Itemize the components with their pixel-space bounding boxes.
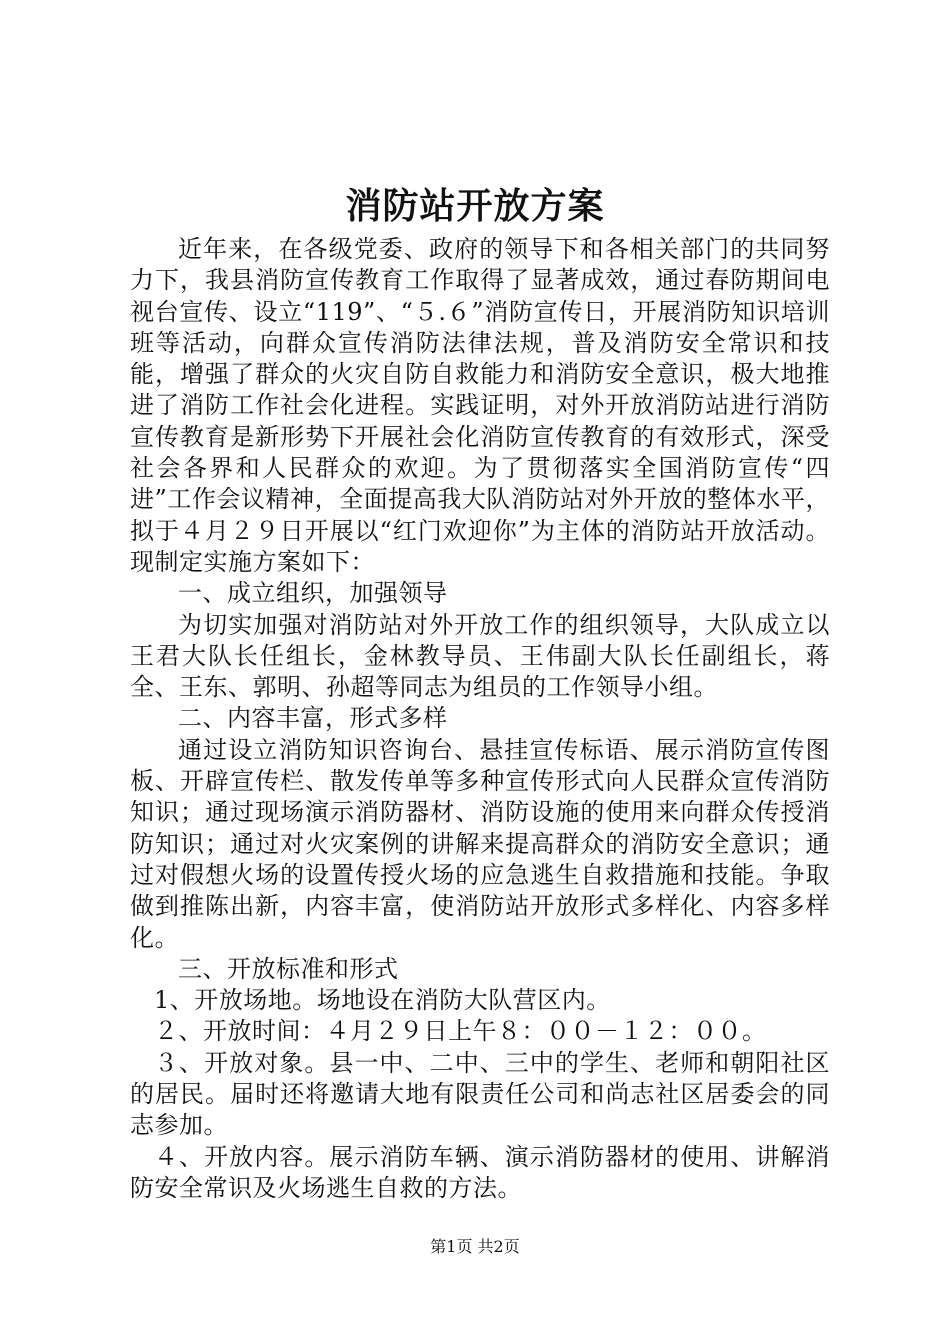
list-item-audience: ３、开放对象。县一中、二中、三中的学生、老师和朝阳社区的居民。届时还将邀请大地有限责任公司和尚志社区居委会的同志参加。 [130,1048,830,1140]
document-title: 消防站开放方案 [345,185,605,227]
section-heading-3: 三、开放标准和形式 [178,954,399,983]
list-item-time: ２、开放时间：４月２９日上午８：００－１２：００。 [154,1017,767,1046]
section-heading-1: 一、成立组织，加强领导 [178,579,448,608]
paragraph-intro: 近年来，在各级党委、政府的领导下和各相关部门的共同努力下，我县消防宣传教育工作取得了显著成效，通过春防期间电视台宣传、设立“119”、“５.６”消防宣传日，开展消防知识培训班等活动，向群众宣传消防法律法规，普及消防安全常识和技能，增强了群众的火灾自防自救能力和消防安全意识，极大地推进了消防工作社会化进程。实践证明，对外开放消防站进行消防宣传教育是新形势下开展社会化消防宣传教育的有效形式，深受社会各界和人民群众的欢迎。为了贯彻落实全国消防宣传“四进”工作会议精神，全面提高我大队消防站对外开放的整体水平，拟于４月２９日开展以“红门欢迎你”为主体的消防站开放活动。现制定实施方案如下： [130,235,830,576]
document-body [130,234,830,1204]
paragraph-content: 通过设立消防知识咨询台、悬挂宣传标语、展示消防宣传图板、开辟宣传栏、散发传单等多种宣传形式向人民群众宣传消防知识；通过现场演示消防器材、消防设施的使用来向群众传授消防知识；通过对火灾案例的讲解来提高群众的消防安全意识；通过对假想火场的设置传授火场的应急逃生自救措施和技能。争取做到推陈出新，内容丰富，使消防站开放形式多样化、内容多样化。 [130,735,830,952]
list-item-venue: 1、开放场地。场地设在消防大队营区内。 [154,986,611,1015]
section-heading-2: 二、内容丰富，形式多样 [178,704,448,733]
page-number-footer: 第1页 共2页 [430,1237,520,1256]
list-item-content: ４、开放内容。展示消防车辆、演示消防器材的使用、讲解消防安全常识及火场逃生自救的方法。 [130,1142,830,1202]
paragraph-organization: 为切实加强对消防站对外开放工作的组织领导，大队成立以王君大队长任组长，金林教导员、王伟副大队长任副组长，蒋全、王东、郭明、孙超等同志为组员的工作领导小组。 [130,610,830,702]
